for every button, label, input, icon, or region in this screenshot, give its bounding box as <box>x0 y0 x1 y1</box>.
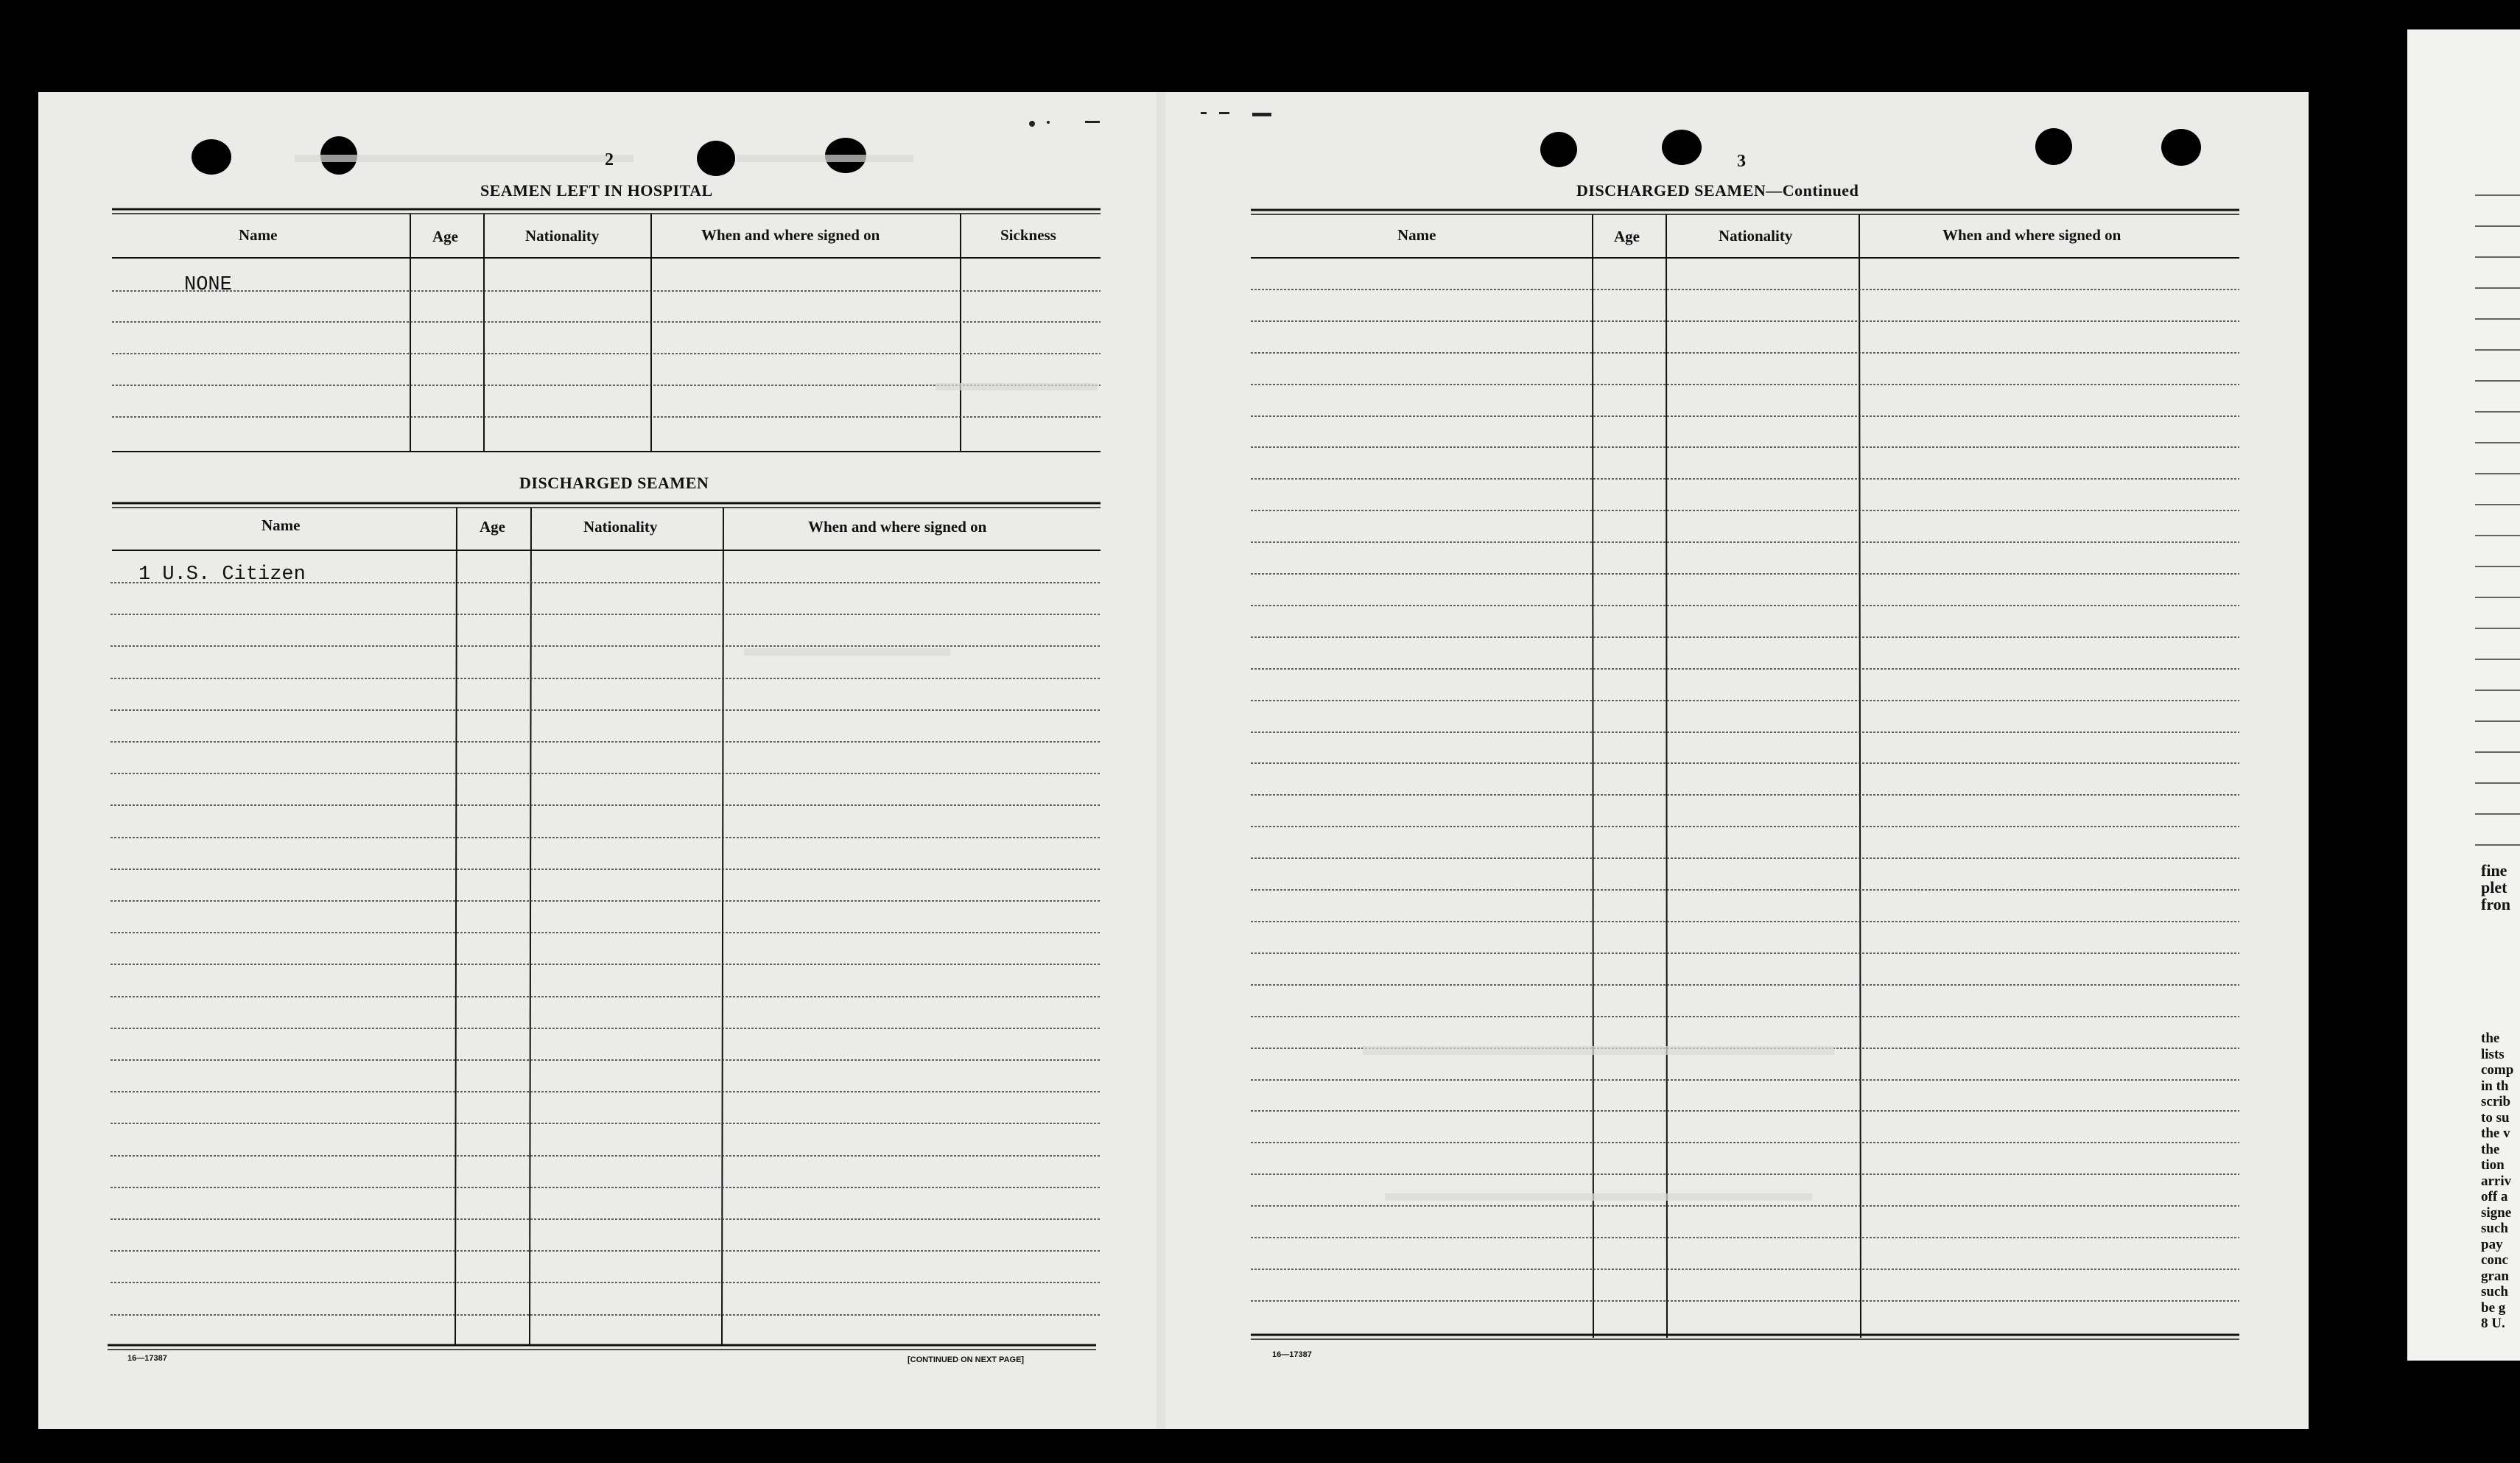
page-number-right: 3 <box>1737 152 1746 171</box>
edge-fragment-line: such <box>2481 1284 2508 1299</box>
right-section-title-main: DISCHARGED SEAMEN <box>1576 181 1766 200</box>
edge-fragment-line: plet <box>2481 878 2507 897</box>
edge-fragment-line: conc <box>2481 1252 2508 1268</box>
edge-fragment-line: be g <box>2481 1299 2506 1316</box>
edge-fragment-line: such <box>2481 1221 2508 1236</box>
edge-fragment-line: signe <box>2481 1204 2512 1221</box>
right-col-nationality: Nationality <box>1719 227 1793 245</box>
edge-fragment-top <box>2481 862 2510 913</box>
edge-fragment-line: off a <box>2481 1189 2508 1204</box>
right-col-signed-on: When and where signed on <box>1942 226 2121 244</box>
right-section-title <box>1576 181 1859 200</box>
edge-fragment-line: in th <box>2481 1078 2509 1094</box>
paper-sheet <box>38 92 2309 1429</box>
hospital-col-sickness: Sickness <box>1000 226 1056 244</box>
form-number-left: 16—17387 <box>127 1354 167 1363</box>
edge-fragment-line: scrib <box>2481 1094 2511 1109</box>
hospital-col-age: Age <box>432 228 458 245</box>
discharged-col-nationality: Nationality <box>583 518 658 536</box>
discharged-col-age: Age <box>480 518 505 536</box>
edge-fragment-line: to su <box>2481 1109 2510 1126</box>
right-col-name: Name <box>1397 226 1436 244</box>
edge-fragment-line: 8 U. <box>2481 1316 2505 1331</box>
right-section-title-continued: —Continued <box>1766 181 1859 200</box>
edge-fragment-line: the <box>2481 1031 2500 1046</box>
hospital-col-signed-on: When and where signed on <box>701 226 880 244</box>
edge-fragment-line: fine <box>2481 861 2507 880</box>
discharged-col-signed-on: When and where signed on <box>808 518 987 536</box>
discharged-entry-us-citizen: 1 U.S. Citizen <box>138 564 306 586</box>
page-number-left: 2 <box>605 150 614 169</box>
hospital-entry-none: NONE <box>184 274 232 296</box>
edge-fragment-line: lists <box>2481 1046 2505 1062</box>
edge-fragment-line: comp <box>2481 1062 2514 1078</box>
hospital-col-nationality: Nationality <box>525 227 600 245</box>
hospital-col-name: Name <box>239 226 278 244</box>
discharged-col-name: Name <box>262 516 301 534</box>
right-col-age: Age <box>1614 228 1640 245</box>
edge-fragment-line: gran <box>2481 1268 2509 1284</box>
continued-note: [CONTINUED ON NEXT PAGE] <box>908 1355 1025 1364</box>
form-number-right: 16—17387 <box>1272 1350 1312 1359</box>
edge-fragment-line: pay <box>2481 1236 2503 1252</box>
edge-fragment-line: arriv <box>2481 1173 2512 1189</box>
edge-fragment-line: the v <box>2481 1126 2510 1141</box>
discharged-section-title: DISCHARGED SEAMEN <box>519 474 709 492</box>
edge-fragment-line: tion <box>2481 1157 2505 1173</box>
edge-fragment-line: the <box>2481 1141 2500 1157</box>
hospital-section-title: SEAMEN LEFT IN HOSPITAL <box>480 181 713 200</box>
edge-fragment-bottom <box>2481 1031 2513 1332</box>
edge-fragment-line: fron <box>2481 895 2510 913</box>
